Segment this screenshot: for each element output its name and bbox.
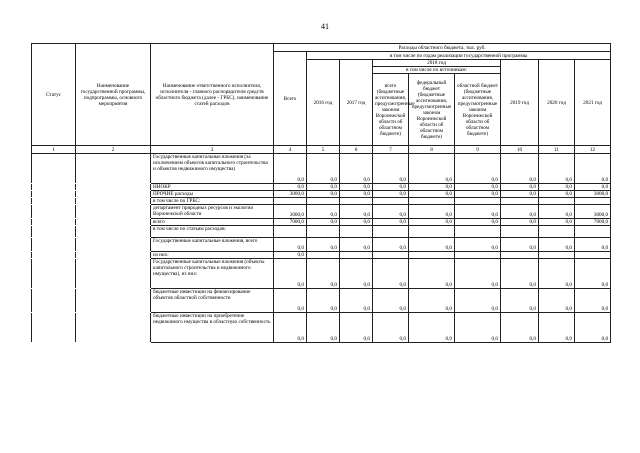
- value-cell: [539, 252, 575, 259]
- value-cell: 0,0: [373, 219, 409, 226]
- header-2018-total: всего (бюджетные ассигнования, предусмотренные законом Воронежской области об областном бюджете): [373, 74, 409, 146]
- value-cell: [501, 226, 539, 238]
- program-cell: [76, 252, 151, 259]
- value-cell: 0,0: [455, 205, 501, 219]
- header-2018-federal: федеральный бюджет (бюджетные ассигнования, предусмотренные законом Воронежской области об областном бюджете): [409, 74, 455, 146]
- value-cell: [274, 198, 307, 205]
- value-cell: 0,0: [455, 238, 501, 252]
- value-cell: 0,0: [409, 289, 455, 313]
- value-cell: 0,0: [539, 191, 575, 198]
- table-row: [32, 184, 611, 191]
- value-cell: [539, 198, 575, 205]
- value-cell: 0,0: [539, 154, 575, 184]
- value-cell: [409, 198, 455, 205]
- value-cell: 0,0: [455, 289, 501, 313]
- status-cell: [32, 205, 76, 219]
- row-label: Государственные капитальные вложения (за исключением объектов капитального строительства и объектов недвижимого имущества): [151, 154, 274, 184]
- status-cell: [32, 191, 76, 198]
- value-cell: 0,0: [274, 289, 307, 313]
- value-cell: 0,0: [340, 191, 373, 198]
- value-cell: 3000,0: [274, 191, 307, 198]
- header-program-name: Наименование государственной программы, подпрограммы, основного мероприятия: [76, 44, 151, 146]
- table-row: [32, 205, 611, 219]
- value-cell: 0,0: [501, 154, 539, 184]
- table-row: [32, 154, 611, 184]
- value-cell: 0,0: [340, 154, 373, 184]
- value-cell: 0,0: [274, 154, 307, 184]
- table-body: [32, 146, 611, 343]
- value-cell: 0,0: [274, 238, 307, 252]
- row-label: ПРОЧИЕ расходы: [151, 191, 274, 198]
- value-cell: 0,0: [373, 238, 409, 252]
- table-row: [32, 252, 611, 259]
- value-cell: [501, 198, 539, 205]
- value-cell: 0,0: [455, 219, 501, 226]
- status-cell: [32, 219, 76, 226]
- status-cell: [32, 226, 76, 238]
- value-cell: [455, 226, 501, 238]
- value-cell: 0,0: [307, 191, 340, 198]
- value-cell: 0,0: [501, 313, 539, 343]
- value-cell: 0,0: [501, 238, 539, 252]
- value-cell: [455, 198, 501, 205]
- value-cell: 0,0: [501, 191, 539, 198]
- value-cell: 0,0: [373, 154, 409, 184]
- value-cell: 0,0: [409, 184, 455, 191]
- header-by-source: в том числе по источникам:: [406, 67, 467, 73]
- value-cell: 0,0: [539, 205, 575, 219]
- row-label: НИОКР: [151, 184, 274, 191]
- value-cell: 0,0: [455, 313, 501, 343]
- value-cell: 0,0: [539, 313, 575, 343]
- value-cell: 0,0: [501, 219, 539, 226]
- value-cell: 0,0: [307, 219, 340, 226]
- value-cell: 0,0: [409, 154, 455, 184]
- header-year-2018: 2018 год в том числе по источникам:: [373, 60, 501, 74]
- value-cell: 0,0: [373, 289, 409, 313]
- value-cell: 0,0: [307, 259, 340, 289]
- value-cell: 0,0: [307, 313, 340, 343]
- value-cell: 0,0: [274, 184, 307, 191]
- value-cell: 0,0: [575, 313, 611, 343]
- value-cell: 0,0: [539, 219, 575, 226]
- program-cell: [76, 313, 151, 343]
- program-cell: [76, 289, 151, 313]
- value-cell: 0,0: [274, 252, 307, 259]
- program-cell: [76, 205, 151, 219]
- value-cell: 0,0: [409, 219, 455, 226]
- value-cell: 0,0: [307, 289, 340, 313]
- value-cell: [409, 226, 455, 238]
- table-row: [32, 238, 611, 252]
- budget-table: [31, 43, 611, 343]
- value-cell: [307, 226, 340, 238]
- value-cell: 3000,0: [575, 205, 611, 219]
- table-row: [32, 198, 611, 205]
- program-cell: [76, 219, 151, 226]
- value-cell: 0,0: [409, 313, 455, 343]
- value-cell: [340, 198, 373, 205]
- value-cell: [539, 226, 575, 238]
- value-cell: [409, 252, 455, 259]
- row-label: бюджетные инвестиции на финансирование объектов областной собственности: [151, 289, 274, 313]
- header-executor: Наименование ответственного исполнителя, исполнителя - главного распорядителя средств областного бюджета (далее - ГРБС), наименование статей расходов: [151, 44, 274, 146]
- status-cell: [32, 198, 76, 205]
- program-cell: [76, 184, 151, 191]
- program-cell: [76, 259, 151, 289]
- value-cell: 0,0: [307, 238, 340, 252]
- program-cell: [76, 238, 151, 252]
- value-cell: 0,0: [539, 238, 575, 252]
- header-year-2017: 2017 год: [340, 60, 373, 146]
- value-cell: [307, 252, 340, 259]
- value-cell: [455, 252, 501, 259]
- header-year-2016: 2016 год: [307, 60, 340, 146]
- value-cell: 0,0: [575, 259, 611, 289]
- value-cell: [340, 226, 373, 238]
- table-row: [32, 226, 611, 238]
- value-cell: 0,0: [539, 289, 575, 313]
- value-cell: [575, 198, 611, 205]
- header-year-2019: 2019 год: [501, 60, 539, 146]
- value-cell: 0,0: [274, 259, 307, 289]
- value-cell: 0,0: [373, 191, 409, 198]
- status-cell: [32, 259, 76, 289]
- value-cell: 0,0: [340, 259, 373, 289]
- value-cell: 0,0: [409, 205, 455, 219]
- table-row: [32, 313, 611, 343]
- value-cell: 0,0: [340, 184, 373, 191]
- header-by-year: в том числе по годам реализации государственной программы: [307, 52, 611, 60]
- value-cell: 0,0: [340, 238, 373, 252]
- value-cell: 0,0: [409, 259, 455, 289]
- value-cell: 0,0: [409, 191, 455, 198]
- value-cell: 7000,0: [274, 219, 307, 226]
- value-cell: 0,0: [501, 259, 539, 289]
- row-label: из них:: [151, 252, 274, 259]
- value-cell: 0,0: [307, 184, 340, 191]
- value-cell: 0,0: [539, 259, 575, 289]
- row-label: в том числе по статьям расходов:: [151, 226, 274, 238]
- value-cell: [575, 252, 611, 259]
- table-row: [32, 219, 611, 226]
- program-cell: [76, 154, 151, 184]
- status-cell: [32, 252, 76, 259]
- table-row: [32, 289, 611, 313]
- value-cell: 0,0: [307, 205, 340, 219]
- value-cell: [373, 198, 409, 205]
- header-total: Всего: [274, 52, 307, 146]
- header-2018-regional: областной бюджет (бюджетные ассигнования, предусмотренные законом Воронежской области об областном бюджете): [455, 74, 501, 146]
- header-year-2021: 2021 год: [575, 60, 611, 146]
- status-cell: [32, 154, 76, 184]
- value-cell: [501, 252, 539, 259]
- status-cell: [32, 313, 76, 343]
- row-label: всего: [151, 219, 274, 226]
- value-cell: 0,0: [575, 238, 611, 252]
- value-cell: [307, 198, 340, 205]
- value-cell: 0,0: [501, 184, 539, 191]
- value-cell: 3000,0: [575, 191, 611, 198]
- row-label: в том числе по ГРБС:: [151, 198, 274, 205]
- value-cell: 3000,0: [274, 205, 307, 219]
- row-label: департамент природных ресурсов и экологии Воронежской области: [151, 205, 274, 219]
- value-cell: 0,0: [575, 184, 611, 191]
- program-cell: [76, 226, 151, 238]
- row-label: Государственные капитальные вложения, всего: [151, 238, 274, 252]
- value-cell: 0,0: [409, 238, 455, 252]
- value-cell: 7000,0: [575, 219, 611, 226]
- header-expenses: Расходы областного бюджета, тыс. руб.: [274, 44, 611, 52]
- status-cell: [32, 238, 76, 252]
- value-cell: 0,0: [373, 184, 409, 191]
- value-cell: 0,0: [373, 205, 409, 219]
- value-cell: 0,0: [340, 219, 373, 226]
- program-cell: [76, 191, 151, 198]
- value-cell: [575, 226, 611, 238]
- value-cell: 0,0: [274, 313, 307, 343]
- value-cell: 0,0: [340, 313, 373, 343]
- status-cell: [32, 184, 76, 191]
- value-cell: [373, 252, 409, 259]
- column-number-row: 1 2 3 4 5 6 7 8 9 10 11 12: [32, 146, 611, 154]
- value-cell: 0,0: [455, 154, 501, 184]
- value-cell: 0,0: [575, 289, 611, 313]
- value-cell: 0,0: [539, 184, 575, 191]
- header-year-2020: 2020 год: [539, 60, 575, 146]
- status-cell: [32, 289, 76, 313]
- value-cell: 0,0: [455, 259, 501, 289]
- value-cell: 0,0: [340, 205, 373, 219]
- table-row: [32, 259, 611, 289]
- value-cell: 0,0: [455, 191, 501, 198]
- program-cell: [76, 198, 151, 205]
- value-cell: 0,0: [340, 289, 373, 313]
- value-cell: 0,0: [373, 259, 409, 289]
- value-cell: 0,0: [455, 184, 501, 191]
- value-cell: 0,0: [307, 154, 340, 184]
- value-cell: 0,0: [501, 205, 539, 219]
- value-cell: 0,0: [373, 313, 409, 343]
- table-row: [32, 191, 611, 198]
- header-status: Статус: [32, 44, 76, 146]
- value-cell: [373, 226, 409, 238]
- value-cell: [274, 226, 307, 238]
- row-label: Государственные капитальные вложения (объекты капитального строительства и недвижимого имущества), из них:: [151, 259, 274, 289]
- value-cell: [340, 252, 373, 259]
- value-cell: 0,0: [501, 289, 539, 313]
- page-number: 41: [321, 22, 329, 31]
- row-label: бюджетные инвестиции на приобретение недвижимого имущества в областную собственность: [151, 313, 274, 343]
- value-cell: 0,0: [575, 154, 611, 184]
